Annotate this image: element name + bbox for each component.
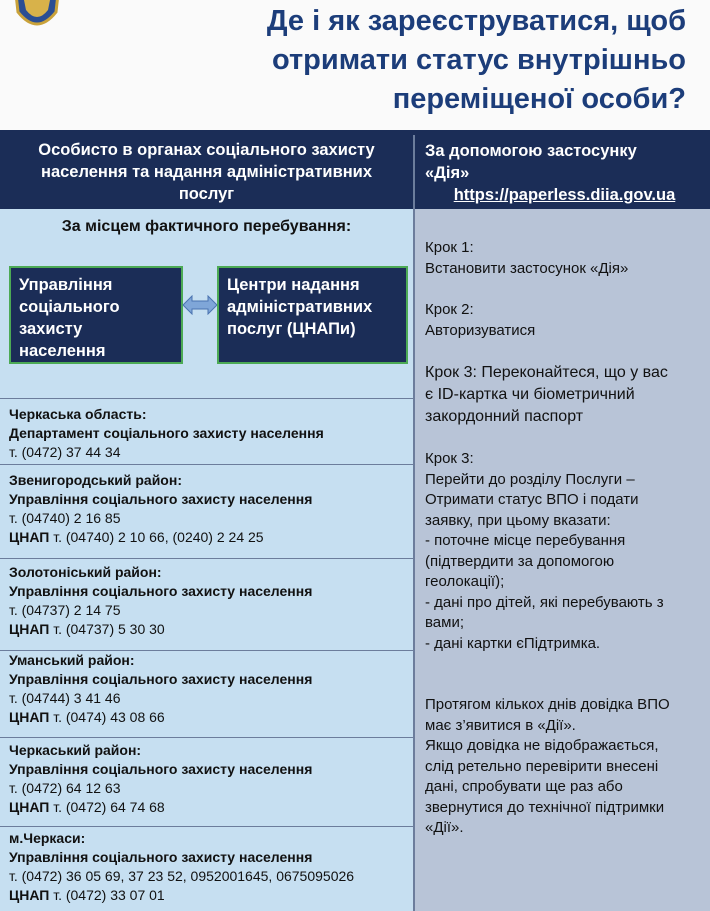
cnap-phone: т. (04737) 5 30 30	[53, 621, 165, 637]
step-3-check	[425, 362, 707, 428]
region-org: Департамент соціального захисту населення	[9, 425, 324, 441]
left-heading-line-1: Особисто в органах соціального захисту	[38, 141, 375, 159]
region-name: Золотоніський район:	[9, 564, 162, 580]
right-heading-line-1: За допомогою застосунку	[425, 142, 637, 160]
region-separator	[0, 464, 413, 465]
page-title	[126, 2, 686, 119]
cnap-centers-box	[217, 266, 408, 364]
left-heading-line-3: послуг	[178, 185, 235, 203]
step-3-apply-line: вами;	[425, 614, 465, 631]
in-person-column-heading	[0, 135, 413, 209]
left-heading-line-2: населення та надання адміністративних	[40, 163, 372, 181]
step-3-apply-line: (підтвердити за допомогою	[425, 552, 615, 570]
place-label: За місцем фактичного перебування:	[61, 218, 352, 235]
region-separator	[0, 558, 413, 559]
box-right-line-1: Центри надання	[227, 276, 360, 294]
region-org: Управління соціального захисту населення	[9, 491, 313, 507]
step-3-apply-line: заявку, при цьому вказати:	[425, 511, 611, 529]
region-cherkasy-city	[9, 829, 409, 905]
step-2	[425, 300, 707, 341]
title-line-2: отримати статус внутрішньо	[271, 44, 686, 76]
diia-url-link[interactable]: https://paperless.diia.gov.ua	[453, 186, 676, 204]
note-line: звернутися до технічної підтримки	[425, 798, 665, 816]
region-cnap	[9, 886, 409, 905]
step-1-text: Встановити застосунок «Дія»	[425, 259, 629, 277]
step-3-apply-line: Перейти до розділу Послуги –	[425, 470, 635, 488]
step-1-title: Крок 1:	[425, 239, 474, 256]
region-name: Звенигородський район:	[9, 472, 182, 488]
note-line: дані, спробувати ще раз або	[425, 778, 623, 795]
step-2-text: Авторизуватися	[425, 321, 536, 339]
step-2-title: Крок 2:	[425, 301, 474, 318]
cnap-label: ЦНАП	[9, 709, 50, 725]
region-cnap	[9, 798, 409, 817]
region-zolotonosha	[9, 563, 409, 639]
note-line: Якщо довідка не відображається,	[425, 737, 659, 754]
region-name: м.Черкаси:	[9, 830, 86, 846]
region-cherkasy-oblast	[9, 405, 409, 462]
region-separator	[0, 826, 413, 827]
region-separator	[0, 398, 413, 399]
region-phone: т. (0472) 64 12 63	[9, 780, 121, 796]
region-cnap	[9, 620, 409, 639]
region-org: Управління соціального захисту населення	[9, 671, 313, 687]
emblem-icon	[12, 0, 62, 34]
region-cnap	[9, 528, 409, 547]
region-phone: т. (0472) 37 44 34	[9, 444, 121, 460]
step-3-check-line: Крок 3: Переконайтеся, що у вас	[425, 364, 668, 381]
region-phone: т. (04737) 2 14 75	[9, 602, 121, 618]
region-org: Управління соціального захисту населення	[9, 849, 313, 865]
box-right-line-2: адміністративних	[227, 298, 373, 316]
step-3-apply-line: геолокації);	[425, 573, 505, 590]
region-name: Черкаський район:	[9, 742, 142, 758]
step-3-check-line: закордонний паспорт	[425, 408, 584, 425]
note-line: Протягом кількох днів довідка ВПО	[425, 696, 670, 713]
region-cnap	[9, 708, 409, 727]
region-cherkasy-raion	[9, 741, 409, 817]
cnap-phone: т. (0472) 64 74 68	[53, 799, 165, 815]
region-phone: т. (0472) 36 05 69, 37 23 52, 0952001645, 0675095026	[9, 868, 355, 884]
region-name: Уманський район:	[9, 652, 135, 668]
header	[0, 0, 710, 132]
cnap-label: ЦНАП	[9, 887, 50, 903]
social-protection-office-box	[9, 266, 183, 364]
region-name: Черкаська область:	[9, 406, 147, 422]
region-zvenyhorodka	[9, 471, 409, 547]
region-phone: т. (04744) 3 41 46	[9, 690, 121, 706]
note-line: слід ретельно перевірити внесені	[425, 757, 659, 775]
box-right-line-3: послуг (ЦНАПи)	[227, 320, 356, 338]
step-3-apply-line: - поточне місце перебування	[425, 532, 626, 549]
box-left-line-3: захисту	[19, 320, 83, 338]
cnap-phone: т. (04740) 2 10 66, (0240) 2 24 25	[53, 529, 264, 545]
box-left-line-2: соціального	[19, 298, 120, 316]
note-line: має з’явитися в «Дії».	[425, 716, 576, 734]
cnap-phone: т. (0474) 43 08 66	[53, 709, 165, 725]
step-1	[425, 238, 707, 279]
step-3-apply-line: Крок 3:	[425, 450, 474, 467]
title-line-1: Де і як зареєструватися, щоб	[266, 5, 686, 37]
step-3-check-line: є ID-картка чи біометричний	[425, 386, 635, 403]
cnap-label: ЦНАП	[9, 799, 50, 815]
diia-column-heading	[415, 135, 710, 209]
region-uman	[9, 651, 409, 727]
column-divider	[413, 135, 415, 911]
step-3-apply	[425, 449, 707, 654]
note-line: «Дії».	[425, 819, 464, 836]
region-org: Управління соціального захисту населення	[9, 583, 313, 599]
step-3-apply-line: - дані про дітей, які перебувають з	[425, 593, 664, 611]
step-3-apply-line: - дані картки єПідтримка.	[425, 634, 601, 652]
region-org: Управління соціального захисту населення	[9, 761, 313, 777]
right-heading-line-2: «Дія»	[425, 164, 470, 182]
double-arrow-icon	[182, 295, 218, 315]
step-3-apply-line: Отримати статус ВПО і подати	[425, 491, 639, 508]
region-separator	[0, 737, 413, 738]
title-line-3: переміщеної особи?	[392, 83, 686, 115]
box-left-line-1: Управління	[19, 276, 113, 294]
cnap-label: ЦНАП	[9, 529, 50, 545]
box-left-line-4: населення	[19, 342, 106, 360]
cnap-label: ЦНАП	[9, 621, 50, 637]
certificate-note	[425, 695, 707, 839]
cnap-phone: т. (0472) 33 07 01	[53, 887, 165, 903]
region-phone: т. (04740) 2 16 85	[9, 510, 121, 526]
